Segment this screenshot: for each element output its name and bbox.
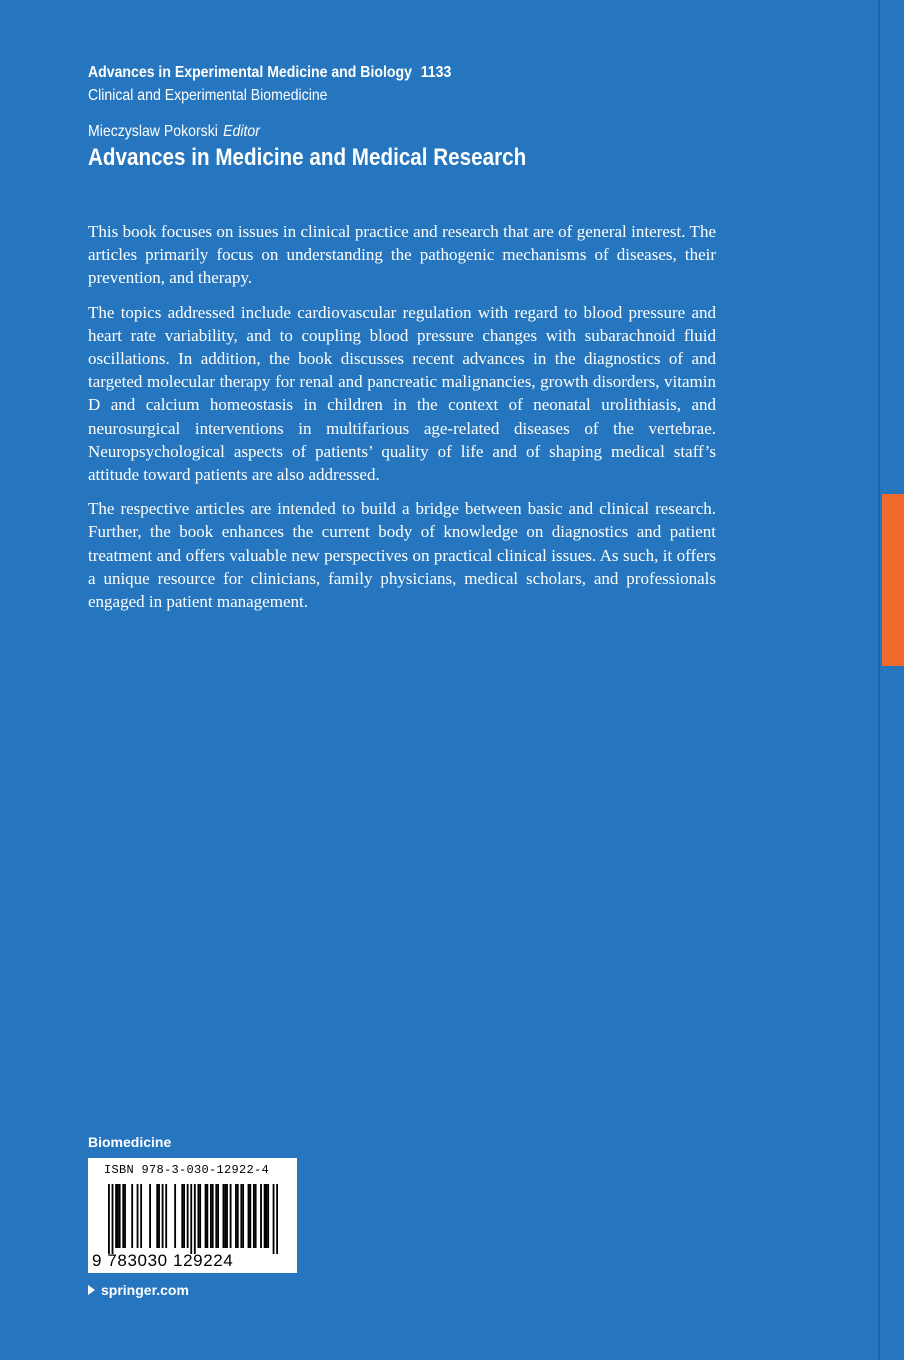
- spine-divider: [878, 0, 880, 1360]
- barcode-bar: [117, 1184, 119, 1248]
- barcode-bar: [264, 1184, 266, 1248]
- barcode-bar: [108, 1184, 110, 1254]
- barcode-bar: [112, 1184, 114, 1254]
- barcode-bar: [226, 1184, 228, 1248]
- description-paragraph: This book focuses on issues in clinical practice and research that are of general interest. The articles primarily focus on understanding the pathogenic mechanisms of diseases, their prevention, and therapy.: [88, 222, 716, 288]
- barcode-bar: [183, 1184, 185, 1248]
- editor-line: [88, 121, 651, 143]
- series-title: Advances in Experimental Medicine and Biology: [88, 64, 412, 81]
- barcode-bar: [165, 1184, 167, 1248]
- cover-header: [88, 62, 728, 173]
- barcode-bar: [174, 1184, 176, 1248]
- barcode-bar: [156, 1184, 158, 1248]
- barcode-bar: [235, 1184, 237, 1248]
- editor-name: Mieczyslaw Pokorski: [88, 123, 218, 140]
- barcode-bar: [115, 1184, 117, 1248]
- barcode-bar: [187, 1184, 189, 1248]
- barcode-bar: [149, 1184, 151, 1248]
- barcode-bar: [190, 1184, 192, 1254]
- barcode-bar: [140, 1184, 142, 1248]
- barcode-bar: [265, 1184, 267, 1248]
- barcode-bar: [210, 1184, 212, 1248]
- barcode-digits: 9 783030 129224: [92, 1251, 234, 1270]
- barcode-bar: [119, 1184, 121, 1248]
- book-title: Advances in Medicine and Medical Research: [88, 144, 527, 171]
- barcode-bar: [240, 1184, 242, 1248]
- barcode-bar: [248, 1184, 250, 1248]
- editor-role: Editor: [223, 123, 260, 140]
- barcode-bar: [249, 1184, 251, 1248]
- publisher-link-text: springer.com: [101, 1282, 189, 1298]
- barcode-bar: [162, 1184, 164, 1248]
- book-description: [88, 220, 716, 624]
- barcode-bar: [276, 1184, 278, 1254]
- barcode-bar: [230, 1184, 232, 1248]
- barcode-bar: [242, 1184, 244, 1248]
- barcode-bar: [158, 1184, 160, 1248]
- series-line: [88, 62, 651, 84]
- barcode-bar: [273, 1184, 275, 1254]
- description-paragraph: The topics addressed include cardiovascular regulation with regard to blood pressure and heart rate variability, and to coupling blood pressure changes with subarachnoid fluid oscillations. In addition, the book discusses recent advances in the diagnostics of and targeted molecular therapy for renal and pancreatic malignancies, growth disorders, vitamin D and calcium homeostasis in children in the context of neonatal urolithiasis, and neurosurgical interventions in multifarious age-related diseases of the vertebrae. Neuropsychological aspects of patients’ quality of life and of shaping medical staff’s attitude toward patients are also addressed.: [88, 302, 716, 485]
- barcode-bar: [215, 1184, 217, 1248]
- barcode-bar: [122, 1184, 124, 1248]
- barcode-bar: [237, 1184, 239, 1248]
- barcode-bar: [212, 1184, 214, 1248]
- barcode-bar: [199, 1184, 201, 1248]
- isbn-label: ISBN 978-3-030-12922-4: [104, 1163, 270, 1177]
- spine-accent-tab: [882, 494, 904, 666]
- series-number: 1133: [420, 64, 452, 81]
- barcode-bar: [223, 1184, 225, 1248]
- barcode-graphic: [108, 1184, 278, 1254]
- arrow-right-icon: [88, 1285, 95, 1295]
- barcode-bar: [205, 1184, 207, 1248]
- barcode-bar: [217, 1184, 219, 1248]
- publisher-link[interactable]: [88, 1280, 189, 1300]
- barcode-bar: [131, 1184, 133, 1248]
- barcode-bar: [253, 1184, 255, 1248]
- barcode-bar: [224, 1184, 226, 1248]
- description-paragraph: The respective articles are intended to build a bridge between basic and clinical research. Further, the book enhances the current body of knowledge on diagnostics and patient treatment and offers valuable new perspectives on practical clinical issues. As such, it offers a unique resource for clinicians, family physicians, medical scholars, and professionals engaged in patient management.: [88, 499, 716, 612]
- isbn-barcode-box: [88, 1158, 297, 1273]
- barcode-bar: [194, 1184, 196, 1254]
- subseries-title: Clinical and Experimental Biomedicine: [88, 87, 328, 104]
- barcode-bar: [206, 1184, 208, 1248]
- barcode-bar: [197, 1184, 199, 1248]
- subject-category: Biomedicine: [88, 1134, 172, 1150]
- barcode-bar: [260, 1184, 262, 1248]
- barcode-bar: [137, 1184, 139, 1248]
- barcode-bar: [267, 1184, 269, 1248]
- barcode-bar: [124, 1184, 126, 1248]
- barcode-bar: [181, 1184, 183, 1248]
- barcode-bar: [255, 1184, 257, 1248]
